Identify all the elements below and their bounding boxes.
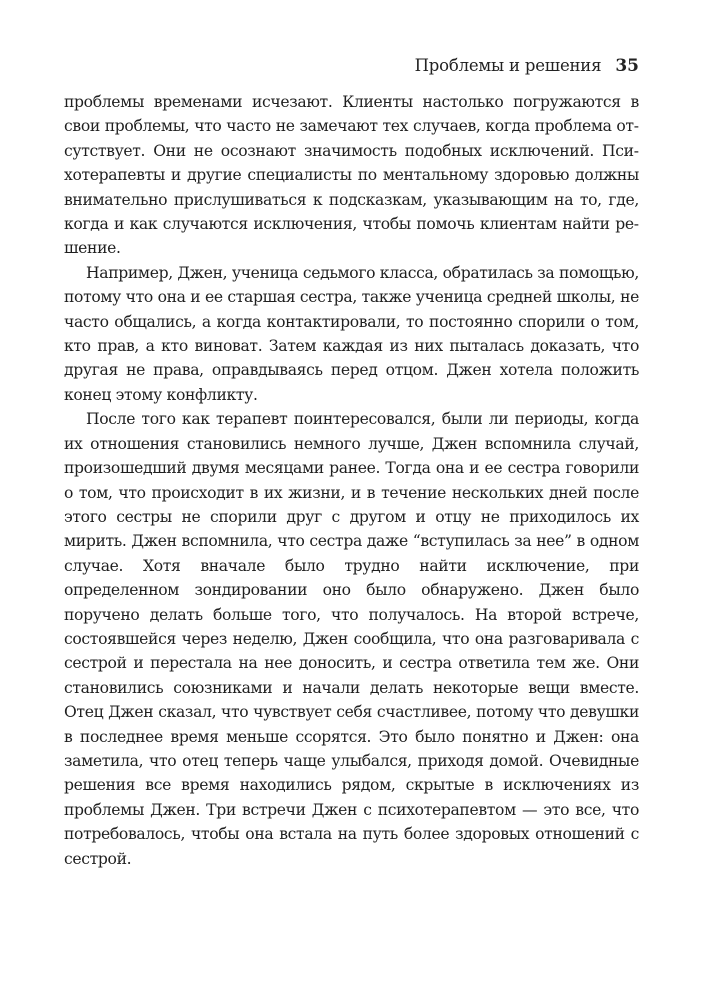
paragraph-1: проблемы временами исчезают. Клиенты настолько погружаются в свои проблемы, что часто не замечают тех случаев, когда проблема отсутствует. Они не осознают значимость подобных исключений. Психотерапевты и другие специалисты по ментальному здоровью должны внимательно прислушиваться к подсказкам, указывающим на то, где, когда и как случаются исключения, чтобы помочь клиентам найти решение. [64, 93, 639, 258]
page-number: 35 [615, 56, 639, 76]
chapter-title: Проблемы и решения [414, 56, 602, 75]
running-header [64, 56, 639, 76]
paragraph-2: Например, Джен, ученица седьмого класса, обратилась за помощью, потому что она и ее старшая сестра, также ученица средней школы, не часто общались, а когда контактировали, то постоянно спорили о том, кто прав, а кто виноват. Затем каждая из них пыталась доказать, что другая не права, оправдываясь перед отцом. Джен хотела положить конец этому конфликту. [64, 263, 639, 404]
body-text [64, 90, 639, 871]
paragraph-3: После того как терапевт поинтересовался, были ли периоды, когда их отношения становились немного лучше, Джен вспомнила случай, произошедший двумя месяцами ранее. Тогда она и ее сестра говорили о том, что происходит в их жизни, и в течение нескольких дней после этого сестры не спорили друг с другом и отцу не приходилось их мирить. Джен вспомнила, что сестра даже “вступилась за нее” в одном случае. Хотя вначале было трудно найти исключение, при определенном зондировании оно было обнаружено. Джен было поручено делать больше того, что получалось. На второй встрече, состоявшейся через неделю, Джен сообщила, что она разговаривала с сестрой и перестала на нее доносить, и сестра ответила тем же. Они становились союзниками и начали делать некоторые вещи вместе. Отец Джен сказал, что чувствует себя счастливее, потому что девушки в последнее время меньше ссорятся. Это было понятно и Джен: она заметила, что отец теперь чаще улыбался, приходя домой. Очевидные решения все время находились рядом, скрытые в исключениях из проблемы Джен. Три встречи Джен с психотерапевтом — это все, что потребовалось, чтобы она встала на путь более здоровых отношений с сестрой. [64, 410, 639, 868]
